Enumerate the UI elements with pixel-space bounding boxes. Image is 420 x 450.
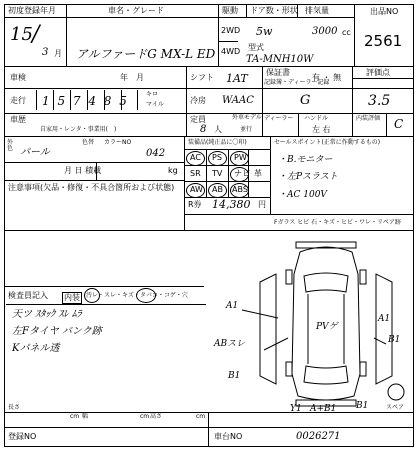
inspector-comment-2: 左Fタイヤ バンク跡 (12, 326, 102, 337)
capacity-label: 定員 (190, 115, 206, 124)
displacement-value: 3000 (312, 26, 338, 37)
width-label: 幅 (82, 413, 89, 420)
displacement-label: 排気量 (305, 6, 329, 15)
equip-navi: ナビ (234, 169, 250, 178)
first-reg-label: 初度登録年月 (8, 6, 56, 15)
equip-tv: TV (212, 169, 223, 178)
shift-value: 1AT (226, 72, 248, 85)
equip-ab-circle (208, 183, 227, 198)
recycle-label: R券 (188, 200, 202, 209)
drive-label: 駆動 (222, 6, 238, 15)
width-unit: cm (140, 413, 150, 420)
year-slash: / (32, 22, 40, 47)
height-unit: cm (196, 413, 206, 420)
equip-abs: ABS (232, 185, 248, 194)
inspector-interior-label: 内装 (64, 293, 80, 302)
mileage-label: 走行 (10, 96, 26, 105)
inspection-label: 車検 (10, 73, 26, 82)
diagram-label-b1-right: B1 (388, 335, 401, 345)
mileage-value: 1 5 7 4 8 5 (42, 94, 129, 108)
inspection-unit: 年 月 (120, 73, 144, 82)
doors-label: ドア数・形状 (250, 6, 298, 15)
capacity-value: 8 (200, 124, 207, 135)
month-label: 月 (54, 49, 62, 58)
equip-navi-circle (230, 167, 249, 182)
shift-label: シフト (190, 73, 214, 82)
color-value: パール (20, 147, 50, 158)
handle-options: 左 右 (312, 125, 331, 134)
diagram-label-ab-scuff: ABスレ (214, 339, 246, 349)
equip-ac: AC (190, 153, 201, 162)
warranty-label: 保証書 (266, 68, 290, 77)
model-label: 型式 (248, 43, 264, 52)
sales-point-2: ・左Pスラスト (278, 172, 338, 182)
year-value: 15 (10, 24, 33, 45)
interior-value: C (394, 117, 404, 131)
equip-aw-circle (186, 183, 205, 198)
equip-ac-circle (186, 151, 205, 166)
reg-no-label: 登録NO (8, 432, 37, 441)
sales-point-1: ・B.モニター (278, 155, 333, 165)
rating-label: 評価点 (366, 68, 390, 77)
height-label: 高さ (150, 413, 163, 420)
warranty-sub: 記録簿・ディーラー記録 (264, 79, 330, 86)
option-circle-2 (136, 288, 156, 303)
equip-aw: AW (190, 185, 203, 194)
mileage-unit-km: キロ (146, 91, 159, 98)
cargo-label: 月 日 積載 (64, 166, 102, 175)
equip-ps-circle (208, 151, 227, 166)
kisho-value: G (300, 93, 311, 108)
import-label: 外車モデル (232, 114, 262, 121)
equip-abs-circle (230, 183, 249, 198)
car-name-label: 車名・グレード (108, 6, 164, 15)
mileage-unit-mile: マイル (146, 101, 164, 108)
option-circle-1 (84, 288, 100, 303)
doors-value: 5w (256, 25, 273, 38)
history-options: 自家用・レンタ・事業用( ) (40, 126, 117, 133)
month-value: 3 (42, 47, 49, 58)
repaint-label: 色替 (82, 139, 95, 146)
cc-unit: cc (342, 28, 351, 37)
diagram-label-y1: Y1 (290, 404, 302, 414)
color-no-label: カラーNO (104, 139, 132, 146)
notes-label: 注意事項(欠品・修復・不具合箇所および状態) (8, 183, 175, 192)
diagram-label-ab1: A+B1 (310, 404, 337, 414)
cargo-unit: kg (168, 166, 178, 175)
dealer-label: ディーラー (264, 115, 294, 122)
warranty-options: 有 ・ 無 (312, 73, 342, 82)
drive-4wd-label: 4WD (221, 47, 241, 56)
car-name-value: アルファードG MX-L ED (76, 47, 216, 61)
equip-pw: PW (234, 153, 247, 162)
chassis-no-label: 車台NO (214, 432, 243, 441)
handle-label: ハンドル (304, 115, 329, 122)
history-label: 車歴 (10, 115, 26, 124)
diagram-label-b1-rear: B1 (356, 401, 369, 411)
length-label: 長さ (8, 404, 21, 411)
equipment-label: 装備品(純正品に〇印) (188, 139, 247, 146)
chassis-no-value: 0026271 (296, 431, 341, 442)
equip-leather: 革 (254, 169, 262, 178)
inspector-comment-3: Kパネル透 (12, 343, 60, 354)
inspector-options: 汚レ・スレ・キズ・タバコ・コゲ・穴 (86, 292, 188, 299)
rating-value: 3.5 (368, 93, 391, 109)
model-value: TA-MNH10W (246, 54, 314, 65)
equip-sr: SR (190, 169, 201, 178)
listing-no-label: 出品NO (370, 7, 399, 16)
exterior-label: 外色 (7, 139, 14, 152)
diagram-label-a1-left: A1 (226, 301, 239, 311)
inspector-label: 検査員記入 (8, 291, 48, 300)
import-options: 並行 (240, 126, 253, 133)
equip-ab: AB (212, 185, 223, 194)
listing-no-value: 2561 (364, 32, 403, 50)
diagram-label-a1-right: A1 (378, 314, 391, 324)
diagram-label-pvge: PVゲ (316, 322, 338, 332)
recycle-unit: 円 (258, 200, 266, 209)
color-no-value: 042 (146, 148, 166, 159)
equip-ps: PS (212, 153, 222, 162)
sales-point-3: ・AC 100V (278, 190, 327, 200)
diagram-label-b1-left: B1 (228, 371, 241, 381)
inspector-comment-1: 天ツ ｽﾀｯｸ ｽﾚ ﾑﾗ (12, 309, 82, 320)
ac-value: WAAC (222, 95, 254, 106)
ac-label: 冷房 (190, 96, 206, 105)
equip-pw-circle (230, 151, 249, 166)
damage-bar: Fガラス ヒビ 石・キズ・ヒビ・ワレ・リペア跡 (274, 219, 401, 226)
capacity-unit: 人 (214, 125, 222, 134)
length-unit: cm (70, 413, 80, 420)
interior-label: 内装評価 (356, 115, 381, 122)
drive-2wd-label: 2WD (221, 26, 241, 35)
spare-label: スペア (386, 404, 405, 411)
recycle-value: 14,380 (212, 198, 251, 211)
sales-points-label: セールスポイント(正常に作動するもの) (274, 139, 381, 146)
